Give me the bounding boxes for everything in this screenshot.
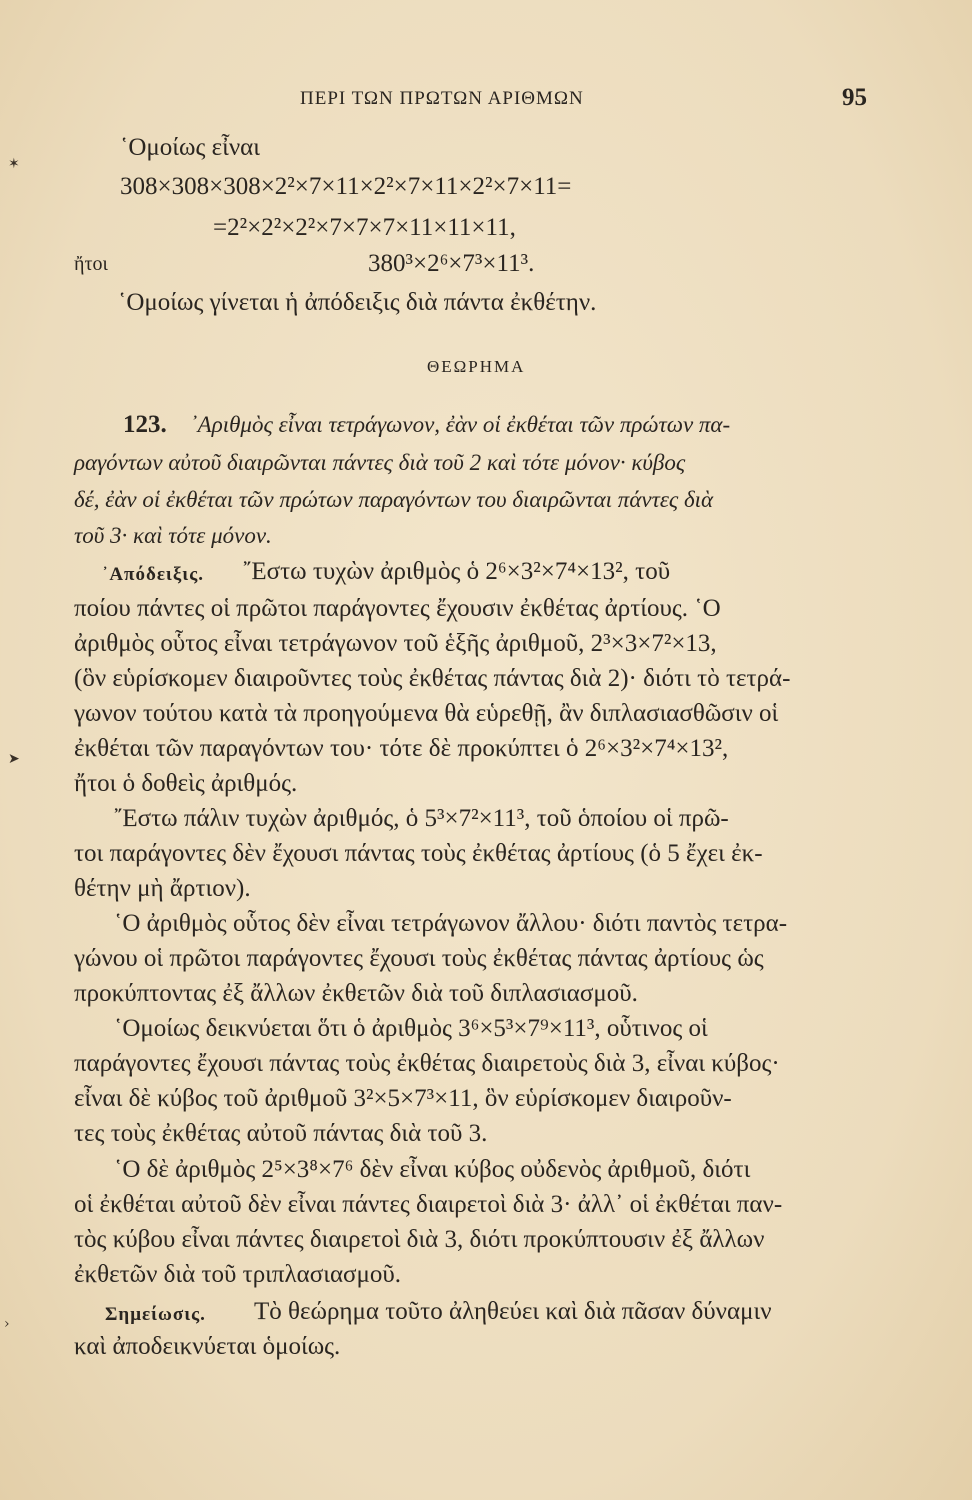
remark-line-2: καὶ ἀποδεικνύεται ὁμοίως.: [74, 1333, 341, 1360]
proof-p1-line-6: ἐκθέται τῶν παραγόντων του· τότε δὲ προκύπτει ὁ 2⁶×3²×7⁴×13²,: [74, 735, 729, 762]
proof-p5-line-4: ἐκθετῶν διὰ τοῦ τριπλασιασμοῦ.: [74, 1261, 402, 1288]
proof-p1-line-3: ἀριθμὸς οὗτος εἶναι τετράγωνον τοῦ ἑξῆς ἀριθμοῦ, 2³×3×7²×13,: [74, 630, 717, 657]
proof-p2-line-3: θέτην μὴ ἄρτιον).: [74, 875, 251, 902]
theorem-number: 123.: [123, 411, 167, 438]
intro-equation-2: =2²×2²×2²×7×7×7×11×11×11,: [213, 214, 516, 241]
proof-p4-line-3: εἶναι δὲ κύβος τοῦ ἀριθμοῦ 3²×5×7³×11, ὃν εὑρίσκομεν διαιροῦν-: [74, 1085, 732, 1112]
remark-label: Σημείωσις.: [105, 1304, 206, 1325]
page-number: 95: [842, 84, 867, 111]
proof-p5-line-3: τὸς κύβου εἶναι πάντες διαιρετοὶ διὰ 3, διότι προκύπτουσιν ἐξ ἄλλων: [74, 1226, 765, 1253]
proof-p3-line-3: προκύπτοντας ἐξ ἄλλων ἐκθετῶν διὰ τοῦ διπλασιασμοῦ.: [74, 980, 638, 1007]
intro-equation-3: 380³×2⁶×7³×11³.: [368, 250, 535, 277]
theorem-line-3: δέ, ἐὰν οἱ ἐκθέται τῶν πρώτων παραγόντων του διαιρῶνται πάντες διὰ: [74, 487, 714, 512]
proof-p4-line-4: τες τοὺς ἐκθέτας αὐτοῦ πάντας διὰ τοῦ 3.: [74, 1120, 488, 1147]
page-header: [0, 84, 972, 114]
margin-speck: ➤: [8, 751, 20, 767]
proof-label: ᾿Απόδειξις.: [102, 564, 204, 585]
proof-p3-line-1: ῾Ο ἀριθμὸς οὗτος δὲν εἶναι τετράγωνον ἄλλου· διότι παντὸς τετρα-: [114, 910, 788, 937]
proof-p2-line-2: τοι παράγοντες δὲν ἔχουσι πάντας τοὺς ἐκθέτας ἀρτίους (ὁ 5 ἔχει ἐκ-: [74, 840, 763, 867]
intro-equation-1: 308×308×308×2²×7×11×2²×7×11×2²×7×11=: [120, 173, 572, 200]
intro-etoi: ἤτοι: [74, 253, 108, 275]
remark-line-1: Τὸ θεώρημα τοῦτο ἀληθεύει καὶ διὰ πᾶσαν δύναμιν: [254, 1298, 772, 1325]
proof-p1-line-1: ῎Εστω τυχὼν ἀριθμὸς ὁ 2⁶×3²×7⁴×13², τοῦ: [243, 558, 671, 585]
proof-p1-line-7: ἤτοι ὁ δοθεὶς ἀριθμός.: [74, 770, 298, 797]
theorem-title: ΘΕΩΡΗΜΑ: [427, 357, 526, 376]
proof-p2-line-1: ῎Εστω πάλιν τυχὼν ἀριθμός, ὁ 5³×7²×11³, τοῦ ὁποίου οἱ πρῶ-: [114, 805, 729, 832]
proof-p3-line-2: γώνου οἱ πρῶτοι παράγοντες ἔχουσι τοὺς ἐκθέτας πάντας ἀρτίους ὡς: [74, 945, 764, 972]
intro-line-1: ῾Ομοίως εἶναι: [120, 134, 260, 161]
proof-p1-line-2: ποίου πάντες οἱ πρῶτοι παράγοντες ἔχουσιν ἐκθέτας ἀρτίους. ῾Ο: [74, 595, 721, 622]
theorem-line-1: ᾿Αριθμὸς εἶναι τετράγωνον, ἐὰν οἱ ἐκθέται τῶν πρώτων πα-: [190, 412, 731, 437]
running-head: ΠΕΡΙ ΤΩΝ ΠΡΩΤΩΝ ΑΡΙΘΜΩΝ: [300, 88, 584, 109]
proof-p5-line-1: ῾Ο δὲ ἀριθμὸς 2⁵×3⁸×7⁶ δὲν εἶναι κύβος οὐδενὸς ἀριθμοῦ, διότι: [114, 1156, 751, 1183]
margin-speck: ✶: [8, 156, 20, 172]
margin-speck: ›: [4, 1316, 10, 1332]
intro-line-5: ῾Ομοίως γίνεται ἡ ἀπόδειξις διὰ πάντα ἐκθέτην.: [118, 289, 597, 316]
proof-p4-line-2: παράγοντες ἔχουσι πάντας τοὺς ἐκθέτας διαιρετοὺς διὰ 3, εἶναι κύβος·: [74, 1050, 780, 1077]
proof-p4-line-1: ῾Ομοίως δεικνύεται ὅτι ὁ ἀριθμὸς 3⁶×5³×7⁹×11³, οὗτινος οἱ: [114, 1015, 708, 1042]
theorem-line-2: ραγόντων αὐτοῦ διαιρῶνται πάντες διὰ τοῦ 2 καὶ τότε μόνον· κύβος: [74, 450, 686, 475]
proof-p1-line-5: γωνον τούτου κατὰ τὰ προηγούμενα θὰ εὑρεθῇ, ἂν διπλασιασθῶσιν οἱ: [74, 700, 779, 727]
proof-p1-line-4: (ὃν εὑρίσκομεν διαιροῦντες τοὺς ἐκθέτας πάντας διὰ 2)· διότι τὸ τετρά-: [74, 665, 791, 692]
proof-p5-line-2: οἱ ἐκθέται αὐτοῦ δὲν εἶναι πάντες διαιρετοὶ διὰ 3· ἀλλ᾿ οἱ ἐκθέται παν-: [74, 1191, 783, 1218]
theorem-line-4: τοῦ 3· καὶ τότε μόνον.: [74, 523, 272, 548]
